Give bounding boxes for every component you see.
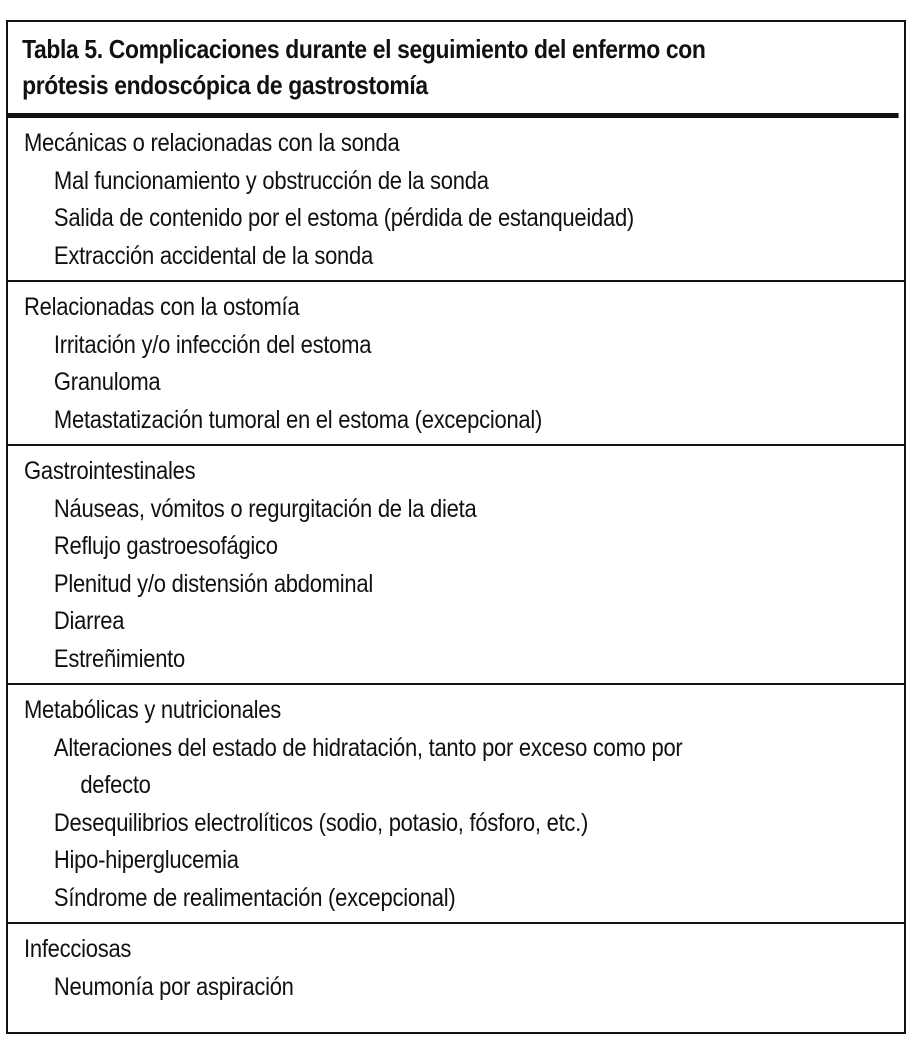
section-infecciosas — [8, 924, 904, 1011]
section-item: Neumonía por aspiración — [53, 972, 294, 1001]
section-heading: Infecciosas — [24, 935, 132, 963]
section-item: Mal funcionamiento y obstrucción de la sonda — [53, 166, 489, 195]
section-item: Reflujo gastroesofágico — [53, 532, 278, 560]
table-title — [8, 22, 899, 118]
section-heading: Gastrointestinales — [24, 457, 196, 485]
section-metabolicas — [8, 685, 904, 924]
section-item: Hipo-hiperglucemia — [53, 846, 239, 874]
table-title-line-2: prótesis endoscópica de gastrostomía — [22, 70, 428, 100]
section-item — [24, 730, 784, 768]
section-item-line-1: Alteraciones del estado de hidratación, tanto por exceso como por — [53, 733, 683, 762]
section-item: Irritación y/o infección del estoma — [53, 330, 372, 359]
section-heading: Mecánicas o relacionadas con la sonda — [24, 129, 400, 157]
section-ostomia — [8, 282, 904, 446]
section-item: Diarrea — [53, 607, 125, 635]
section-item: Salida de contenido por el estoma (pérdida de estanqueidad) — [53, 204, 634, 232]
section-item: Desequilibrios electrolíticos (sodio, potasio, fósforo, etc.) — [53, 808, 589, 837]
complications-table — [6, 20, 906, 1034]
section-item: Plenitud y/o distensión abdominal — [53, 569, 373, 598]
section-item: Náuseas, vómitos o regurgitación de la dieta — [53, 494, 477, 523]
section-item: Estreñimiento — [53, 644, 185, 673]
section-item: Granuloma — [53, 368, 161, 396]
section-item: Síndrome de realimentación (excepcional) — [53, 883, 456, 912]
section-item-continuation: defecto — [80, 771, 151, 799]
section-mecanicas — [8, 118, 904, 282]
section-item: Extracción accidental de la sonda — [53, 241, 373, 270]
section-heading: Metabólicas y nutricionales — [24, 696, 282, 724]
section-heading: Relacionadas con la ostomía — [24, 293, 300, 321]
section-gastrointestinales — [8, 446, 904, 685]
section-item: Metastatización tumoral en el estoma (excepcional) — [53, 405, 543, 434]
table-title-line-1: Tabla 5. Complicaciones durante el seguimiento del enfermo con — [22, 34, 706, 64]
